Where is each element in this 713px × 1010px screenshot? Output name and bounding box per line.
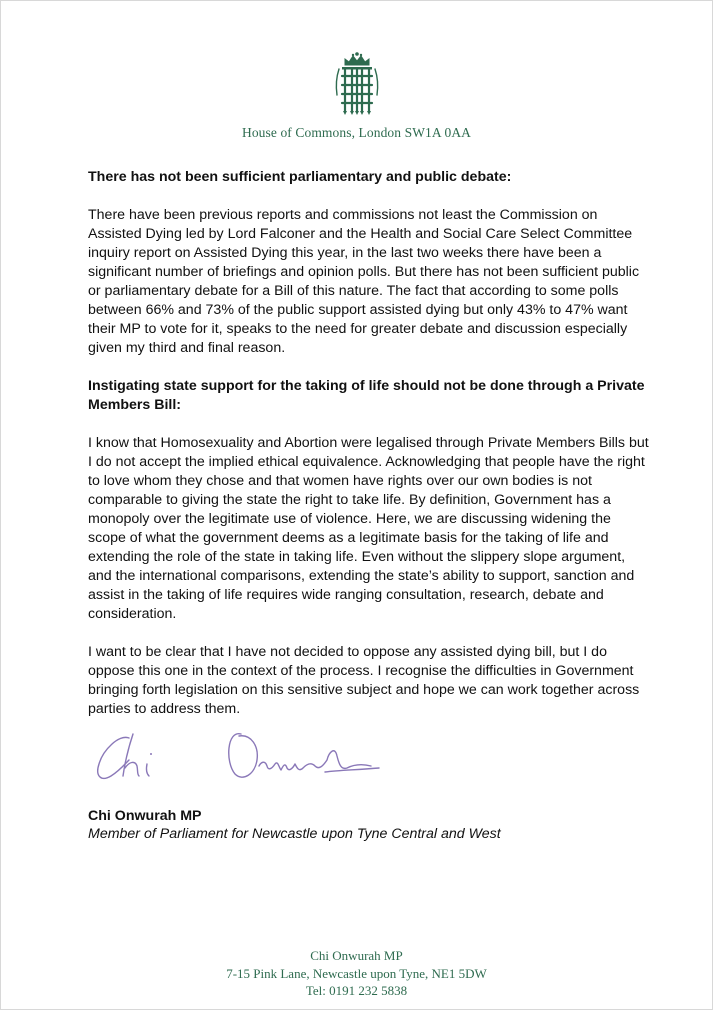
letter-body	[88, 168, 652, 719]
handwritten-signature	[89, 716, 429, 806]
section-heading-private-members-bill: Instigating state support for the taking of life should not be done through a Private Members Bill:	[88, 378, 645, 413]
paragraph-debate: There have been previous reports and commissions not least the Commission on Assisted Dying led by Lord Falconer and the Health and Social Care Select Committee inquiry report on Assisted Dying this year, in the last two weeks there have been a significant number of briefings and opinion polls. But there has not been sufficient public or parliamentary debate for a Bill of this nature. The fact that according to some polls between 66% and 73% of the public support assisted dying but only 43% to 47% want their MP to vote for it, speaks to the need for greater debate and discussion especially given my third and final reason.	[88, 207, 640, 356]
signer-title: Member of Parliament for Newcastle upon Tyne Central and West	[88, 826, 501, 842]
signer-name: Chi Onwurah MP	[88, 808, 202, 824]
paragraph-closing: I want to be clear that I have not decided to oppose any assisted dying bill, but I do oppose this one in the context of the process. I recognise the difficulties in Government bringing forth legislation on this sensitive subject and hope we can work together across parties to address them.	[88, 644, 640, 717]
paragraph-private-members-bill: I know that Homosexuality and Abortion were legalised through Private Members Bills but I do not accept the implied ethical equivalence. Acknowledging that people have the right to love whom they chose and that women have rights over our own bodies is not comparable to giving the state the right to take life. By definition, Government has a monopoly over the legitimate use of violence. Here, we are discussing widening the scope of what the government deems as a legitimate basis for the taking of life and extending the role of the state in taking life. Even without the slippery slope argument, and the international comparisons, extending the state’s ability to support, sanction and assist in the taking of life requires wide ranging consultation, research, debate and consideration.	[88, 435, 649, 622]
section-heading-debate: There has not been sufficient parliamentary and public debate:	[88, 169, 512, 185]
letter-footer	[1, 947, 712, 1000]
letterhead	[1, 51, 712, 141]
footer-phone: Tel: 0191 232 5838	[305, 983, 408, 998]
house-address: House of Commons, London SW1A 0AA	[241, 125, 472, 140]
footer-name: Chi Onwurah MP	[310, 948, 403, 963]
footer-address: 7-15 Pink Lane, Newcastle upon Tyne, NE1 5DW	[226, 965, 487, 981]
portcullis-icon	[333, 51, 381, 117]
